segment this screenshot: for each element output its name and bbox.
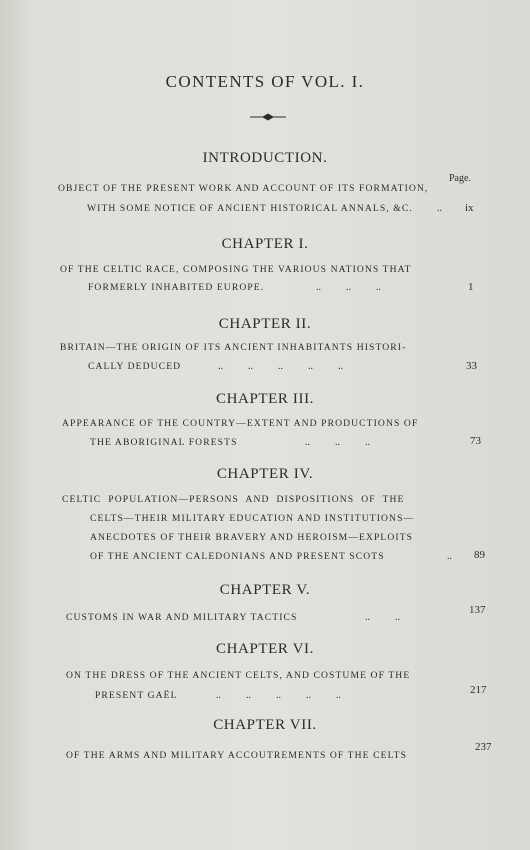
page-number: 137 — [469, 604, 486, 616]
section-heading-chapter-3: CHAPTER III. — [215, 391, 315, 407]
entry-line: ON THE DRESS OF THE ANCIENT CELTS, AND COSTUME OF THE — [66, 670, 411, 681]
entry-line: APPEARANCE OF THE COUNTRY—EXTENT AND PRODUCTIONS OF — [62, 418, 419, 429]
page-number: 89 — [474, 549, 485, 561]
page-number: 73 — [470, 435, 481, 447]
page-title: CONTENTS OF VOL. I. — [165, 72, 365, 91]
dot-leader: .. .. .. — [316, 282, 381, 293]
section-heading-chapter-1: CHAPTER I. — [221, 236, 309, 252]
page-number: 237 — [475, 741, 492, 753]
page-number: 217 — [470, 684, 487, 696]
entry-line: ANECDOTES OF THEIR BRAVERY AND HEROISM—EXPLOITS — [90, 532, 414, 543]
page-number: 1 — [468, 281, 474, 293]
dot-leader: .. — [447, 551, 452, 562]
ornament-icon — [250, 112, 286, 122]
entry-line: BRITAIN—THE ORIGIN OF ITS ANCIENT INHABITANTS HISTORI- — [60, 342, 407, 353]
section-heading-chapter-5: CHAPTER V. — [219, 582, 311, 598]
entry-line: PRESENT GAËL — [95, 690, 178, 701]
section-heading-chapter-2: CHAPTER II. — [218, 316, 312, 332]
entry-line: CUSTOMS IN WAR AND MILITARY TACTICS — [66, 612, 298, 623]
page-number: 33 — [466, 360, 477, 372]
dot-leader: .. — [437, 203, 442, 214]
section-heading-chapter-7: CHAPTER VII. — [213, 717, 317, 733]
section-heading-chapter-6: CHAPTER VI. — [216, 641, 314, 657]
entry-line: CALLY DEDUCED — [88, 361, 182, 372]
section-heading-chapter-4: CHAPTER IV. — [216, 466, 314, 482]
dot-leader: .. .. .. — [305, 437, 370, 448]
entry-line: OF THE CELTIC RACE, COMPOSING THE VARIOUS NATIONS THAT — [60, 264, 412, 275]
dot-leader: .. .. .. .. .. — [218, 361, 343, 372]
dot-leader: .. .. .. .. .. — [216, 690, 341, 701]
entry-line: OBJECT OF THE PRESENT WORK AND ACCOUNT OF ITS FORMATION, — [58, 183, 429, 194]
entry-line: THE ABORIGINAL FORESTS — [90, 437, 238, 448]
entry-line: CELTS—THEIR MILITARY EDUCATION AND INSTITUTIONS— — [90, 513, 415, 524]
entry-line: CELTIC POPULATION—PERSONS AND DISPOSITIONS OF THE — [62, 494, 405, 505]
section-heading-introduction: INTRODUCTION. — [202, 150, 328, 166]
entry-line: OF THE ARMS AND MILITARY ACCOUTREMENTS OF THE CELTS — [66, 750, 408, 761]
page-number: ix — [465, 202, 474, 214]
entry-line: FORMERLY INHABITED EUROPE. — [88, 282, 265, 293]
entry-line: OF THE ANCIENT CALEDONIANS AND PRESENT SCOTS — [90, 551, 385, 562]
page-column-heading: Page. — [449, 173, 471, 184]
dot-leader: .. .. — [365, 612, 400, 623]
entry-line: WITH SOME NOTICE OF ANCIENT HISTORICAL ANNALS, &C. — [87, 203, 413, 214]
